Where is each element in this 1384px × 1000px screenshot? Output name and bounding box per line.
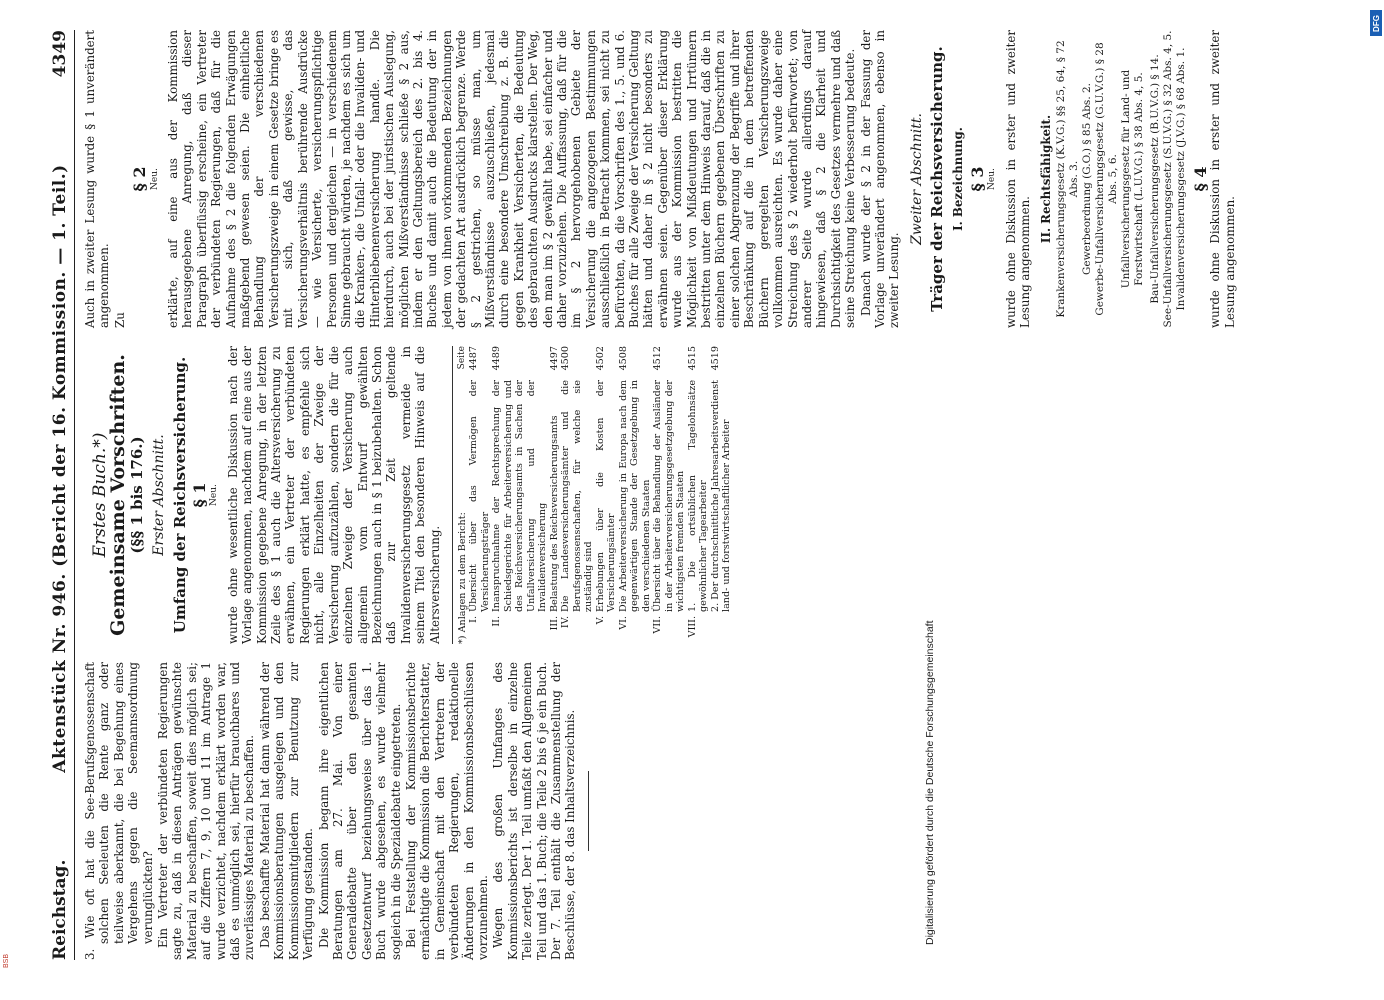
neu-label: Neu. <box>987 168 998 190</box>
footnote-text: Belastung des Reichsversicherungsamts <box>548 415 560 612</box>
page-number: 4349 <box>50 30 70 78</box>
footnotes <box>452 346 733 644</box>
footnote-text: Die Arbeiterversicherung in Europa nach dem gegenwärtigen Stande der Gesetzgebung in den verschiedenen Staaten <box>617 380 652 612</box>
footnote-row <box>491 346 549 644</box>
dfg-logo-text: DFG <box>1371 14 1381 32</box>
book-title: Gemeinsame Vorschriften. <box>107 354 130 636</box>
footnote-page: 4515 <box>686 346 698 371</box>
paragraph-sign: § 4 <box>1191 166 1210 192</box>
paragraph-sign: § 1 <box>190 482 210 508</box>
dfg-logo <box>1370 10 1382 36</box>
footnote-page: 4508 <box>617 346 629 371</box>
footnote-number: IV. <box>560 616 572 629</box>
footnote-page: 4500 <box>560 346 572 371</box>
footnote-text: Inanspruchnahme der Rechtsprechung der Schiedsgerichte für Arbeiterversicherung und des Reichsversicherungsamts in Sachen der Unfallversicherung und der Invalidenversicherung <box>491 380 549 612</box>
neu-label: Neu. <box>209 484 220 506</box>
footnote-number: VI. <box>617 616 629 630</box>
page-header <box>50 30 75 960</box>
zu-label: Zu <box>112 312 127 328</box>
paragraph-sign: § 2 <box>130 166 150 192</box>
footnote-row <box>468 346 491 644</box>
law-reference: Unfallversicherungsgesetz für Land- und Forstwirtschaft (L.U.V.G.) § 38 Abs. 4, 5. <box>1120 69 1145 289</box>
footnote-number: I. <box>468 616 480 623</box>
text-columns <box>83 30 1238 960</box>
header-title: Aktenstück Nr. 946. (Bericht der 16. Kommission. — 1. Teil.) <box>50 164 70 773</box>
paragraph: wurde ohne Diskussion in erster und zweiter Lesung angenommen. <box>1208 30 1237 328</box>
footnote-page: 4497 <box>548 346 560 371</box>
footnote-text: 2. Der durchschnittliche Jahresarbeitsverdienst land- und forstwirtschaftlicher Arbeiter <box>709 380 733 612</box>
section-title: Umfang der Reichsversicherung. <box>170 356 189 634</box>
seite-label: Seite <box>456 346 467 370</box>
book-range: (§§ 1 bis 176.) <box>127 436 146 554</box>
footnote-text: Übersicht über das Vermögen der Versicherungsträger <box>468 380 491 612</box>
footnote-number: III. <box>548 616 560 631</box>
footnote-text: 1. Die ortsüblichen Tagelohnsätze gewöhnlicher Tagearbeiter <box>686 380 710 612</box>
footnote-row <box>618 346 653 644</box>
footnote-number: II. <box>491 616 503 627</box>
item-3: 3. Wie oft hat die See-Berufsgenossenschaft solchen Seeleuten die Rente ganz oder teilweise aberkannt, die bei Begehung eines Vergehens gegen die Seemannsordnung verunglückten? <box>83 662 155 960</box>
section-heading: Erster Abschnitt. <box>151 434 168 556</box>
law-reference: Gewerbeordnung (G.O.) § 85 Abs. 2. <box>1081 82 1093 276</box>
law-reference: Bau-Unfallversicherungsgesetz (B.U.V.G.) § 14. <box>1149 54 1161 304</box>
neu-label: Neu. <box>149 168 160 190</box>
footnote-page: 4487 <box>468 346 480 371</box>
paragraph: Das beschaffte Material hat dann während der Kommissionsberatungen ausgelegen und den Kommissionsmitgliedern zur Benutzung zur Verfügung gestanden. <box>257 662 316 960</box>
law-reference: See-Unfallversicherungsgesetz (S.U.V.G.) § 32 Abs. 4, 5. <box>1162 30 1174 328</box>
paragraph: wurde ohne Diskussion in erster und zweiter Lesung angenommen. <box>1003 30 1033 328</box>
footnote-page: 4519 <box>709 346 721 371</box>
footnote-text: Die Landesversicherungsämter und die Berufsgenossenschaften, für welche sie zuständig sind <box>560 380 595 612</box>
column-3 <box>83 30 1238 328</box>
footnote-number: VIII. <box>686 616 698 638</box>
footnote-row <box>652 346 687 644</box>
footnote-row <box>549 346 561 644</box>
digitization-note: Digitalisierung gefördert durch die Deutsche Forschungsgemeinschaft <box>924 620 936 945</box>
paragraph: Die Kommission begann ihre eigentlichen Beratungen am 27. Mai. Von einer Generaldebatte über den gesamten Gesetzentwurf beziehungsweise über das 1. Buch wurde abgesehen, es wurde vielmehr sogleich in die Spezialdebatte eingetreten. <box>316 662 403 960</box>
column-2 <box>83 346 1238 644</box>
footnote-number: V. <box>594 616 606 625</box>
divider <box>588 771 589 851</box>
footnote-page: 4502 <box>594 346 606 371</box>
footnote-row <box>560 346 595 644</box>
law-references <box>1055 30 1146 328</box>
paragraph: Auch in zweiter Lesung wurde § 1 unverändert angenommen. <box>83 30 112 328</box>
paragraph: wurde ohne wesentliche Diskussion nach der Vorlage angenommen, nachdem auf eine aus der Kommission gegebene Anregung, in der letzten Zeile des § 1 auch die Altersversicherung zu erwähnen, ein Vertreter der verbündeten Regierungen erklärt hatte, es empfehle sich nicht, alle Einzelheiten der Zweige der Versicherung aufzuzählen, sondern die für die einzelnen Zweige der Versicherung auch allgemein vom Entwurf gewählten Bezeichnungen auch in § 1 beizubehalten. Schon daß zur Zeit geltende Invalidenversicherungsgesetz vermeide in seinem Titel den besonderen Hinweis auf die Altersversicherung. <box>225 346 442 644</box>
section-title: Träger der Reichsversicherung. <box>928 46 947 312</box>
paragraph: erklärte, auf eine aus der Kommission herausgegebene Anregung, daß dieser Paragraph überflüssig erscheine, ein Vertreter der verbündeten Regierungen, daß für die Aufnahme des § 2 die folgenden Erwägungen maßgebend gewesen seien. Die einheitliche Behandlung der verschiedenen Versicherungszweige in einem Gesetze bringe es mit sich, daß gewisse, das Versicherungsverhältnis berührende Ausdrücke — wie Versicherte, versicherungspflichtige Personen und dergleichen — in verschiedenem Sinne gebraucht würden, je nachdem es sich um die Kranken-, die Unfall- oder die Invaliden- und Hinterbliebenenversicherung handle. Die hierdurch, auch bei der juristischen Auslegung, möglichen Mißverständnisse schließe § 2 aus, indem er den Geltungsbereich des 2. bis 4. Buches und damit auch die Bedeutung der in jedem von ihnen vorkommenden Bezeichnungen der gedachten Art ausdrücklich begrenze. Werde § 2 gestrichen, so müsse man, um Mißverständnisse auszuschließen, jedesmal durch eine besondere Umschreibung z. B. die gegen Krankheit Versicherten, die Bedeutung des gebrauchten Ausdrucks klarstellen. Der Weg, den man im § 2 gewählt habe, sei einfacher und daher vorzuziehen. Die Auffassung, daß für die im § 2 hervorgehobenen Gebiete der Versicherung die angezogenen Bestimmungen ausschließlich in Betracht kommen, sei nicht zu befürchten, da die Vorschriften des 1., 5. und 6. Buches für alle Zweige der Versicherung Geltung hätten und daher in § 2 nicht besonders zu erwähnen seien. Gegenüber dieser Erklärung wurde aus der Kommission bestritten die Möglichkeit von Mißdeutungen und Irrtümern bestritten unter dem Hinweis darauf, daß die in einzelnen Büchern gegebenen Überschriften zu einer solchen Abgrenzung der Begriffe und ihrer Beschränkung auf die in dem betreffenden Büchern geregelten Versicherungszweige vollkommen ausreichten. Es wurde daher eine Streichung des § 2 wiederholt befürwortet; von anderer Seite wurde allerdings darauf hingewiesen, daß § 2 die Klarheit und Durchsichtigkeit des Gesetzes vermehre und daß seine Streichung keine Verbesserung bedeute. <box>166 30 858 328</box>
notes-list <box>468 346 733 644</box>
paragraph: Bei Feststellung der Kommissionsberichte ermächtigte die Kommission die Berichterstatter, in Gemeinschaft mit den Vertretern der verbündeten Regierungen, redaktionelle Änderungen in den Kommissionsbeschlüssen vorzunehmen. <box>403 662 490 960</box>
column-1 <box>83 662 1238 960</box>
bsb-mark: BSB <box>3 953 10 968</box>
footnote-row <box>687 346 710 644</box>
footnote-row <box>710 346 733 644</box>
footnote-number: VII. <box>652 616 664 634</box>
header-left: Reichstag. <box>50 859 70 960</box>
footnote-number <box>710 616 733 644</box>
book-heading: Erstes Buch.*) <box>90 432 110 558</box>
law-reference: Invalidenversicherungsgesetz (J.V.G.) § 68 Abs. 1. <box>1175 47 1187 311</box>
section-heading: Zweiter Abschnitt. <box>908 113 925 245</box>
law-reference: Gewerbe-Unfallversicherungsgesetz (G.U.V.G.) § 28 Abs. 5, 6. <box>1094 42 1119 316</box>
paragraph-sign: § 3 <box>967 166 987 192</box>
notes-intro: *) Anlagen zu dem Bericht: <box>456 512 468 644</box>
law-references <box>1149 30 1188 328</box>
paragraph: Wegen des großen Umfanges des Kommissionsberichts ist derselbe in einzelne Teile zerlegt. Der 1. Teil umfaßt den Allgemeinen Teil und das 1. Buch; die Teile 2 bis 6 je ein Buch. Der 7. Teil enthält die Zusammenstellung der Beschlüsse, der 8. das Inhaltsverzeichnis. <box>491 662 578 960</box>
subheading: II. Rechtsfähigkeit. <box>1038 114 1053 244</box>
footnote-page: 4489 <box>491 346 503 371</box>
footnote-text: Erhebungen über die Kosten der Versicherungsämter <box>594 380 618 612</box>
paragraph: Ein Vertreter der verbündeten Regierungen sagte zu, daß in diesen Anträgen gewünschte Material zu beschaffen, soweit dies möglich sei; auf die Ziffern 7, 9, 10 und 11 im Antrage 1 wurde verzichtet, nachdem erklärt worden war, daß es unmöglich sei, hierfür brauchbares und zuverlässiges Material zu beschaffen. <box>156 662 257 960</box>
footnote-page: 4512 <box>652 346 664 371</box>
law-reference: Krankenversicherungsgesetz (K.V.G.) §§ 25, 64, § 72 Abs. 3. <box>1055 40 1080 318</box>
footnote-text: Übersicht über die Behandlung der Ausländer in der Arbeiterversicherungsgesetzgebung der wichtigsten fremden Staaten <box>652 380 687 612</box>
paragraph: Danach wurde der § 2 in der Fassung der Vorlage unverändert angenommen, ebenso in zweiter Lesung. <box>858 30 902 328</box>
footnote-row <box>595 346 618 644</box>
subheading: I. Bezeichnung. <box>950 127 965 231</box>
